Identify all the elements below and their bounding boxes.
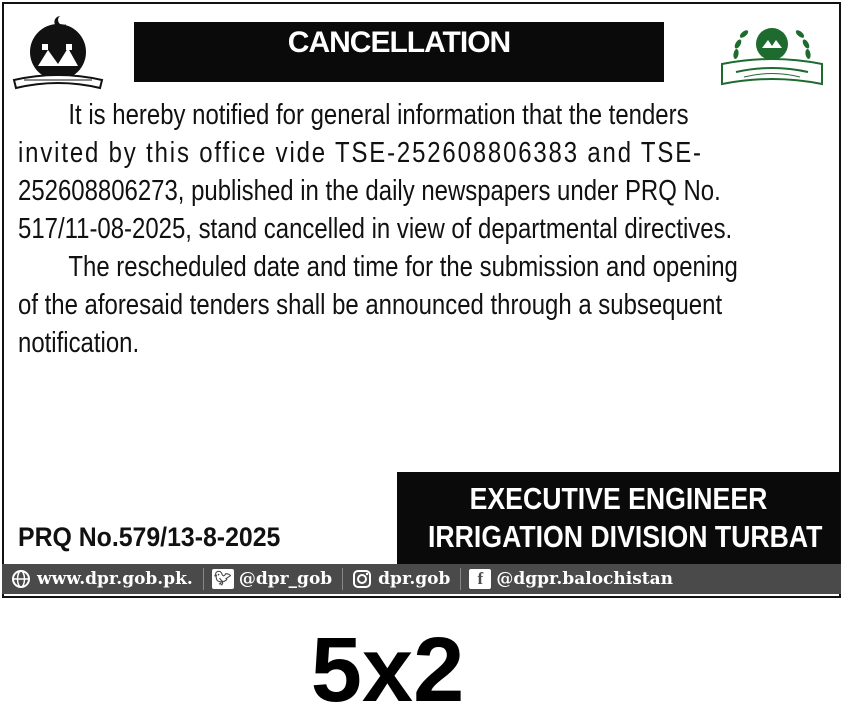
globe-icon (10, 569, 32, 589)
notice-body (18, 96, 826, 362)
social-footer (2, 564, 841, 594)
para1-line4: 517/11-08-2025, stand cancelled in view of departmental directives. (18, 213, 733, 245)
signatory-title: EXECUTIVE ENGINEER (469, 481, 768, 516)
website-text: www.dpr.gob.pk. (37, 569, 193, 589)
para1-line2: invited by this office vide TSE-252608806383 and TSE- (18, 137, 703, 169)
instagram-link[interactable] (351, 569, 450, 589)
twitter-icon: 🐦︎ (212, 569, 234, 589)
para1-line3: 252608806273, published in the daily newspapers under PRQ No. (18, 175, 721, 207)
footer-divider (342, 568, 343, 590)
para2-line2: of the aforesaid tenders shall be announced through a subsequent (18, 289, 723, 321)
signatory-block (397, 472, 840, 564)
para2-line1: The rescheduled date and time for the submission and opening (68, 251, 738, 283)
signatory-office: IRRIGATION DIVISION TURBAT (428, 519, 823, 554)
facebook-link[interactable] (469, 569, 673, 589)
paragraph-2 (18, 248, 826, 362)
twitter-text: @dpr_gob (238, 569, 333, 589)
instagram-icon (351, 569, 373, 589)
twitter-link[interactable] (212, 569, 332, 589)
balochistan-emblem-icon (10, 14, 106, 98)
footer-divider (203, 568, 204, 590)
notice-title: CANCELLATION (134, 22, 664, 82)
website-link[interactable] (10, 569, 193, 589)
facebook-text: @dgpr.balochistan (496, 569, 674, 589)
footer-divider (460, 568, 461, 590)
para1-line1: It is hereby notified for general information that the tenders (68, 99, 689, 131)
prq-number: PRQ No.579/13-8-2025 (18, 522, 281, 552)
para2-line3: notification. (18, 327, 140, 359)
facebook-icon: f (469, 569, 491, 589)
instagram-text: dpr.gob (378, 569, 451, 589)
ad-size-label: 5x2 (310, 619, 465, 721)
paragraph-1 (18, 96, 826, 248)
irrigation-emblem-icon (714, 14, 830, 94)
